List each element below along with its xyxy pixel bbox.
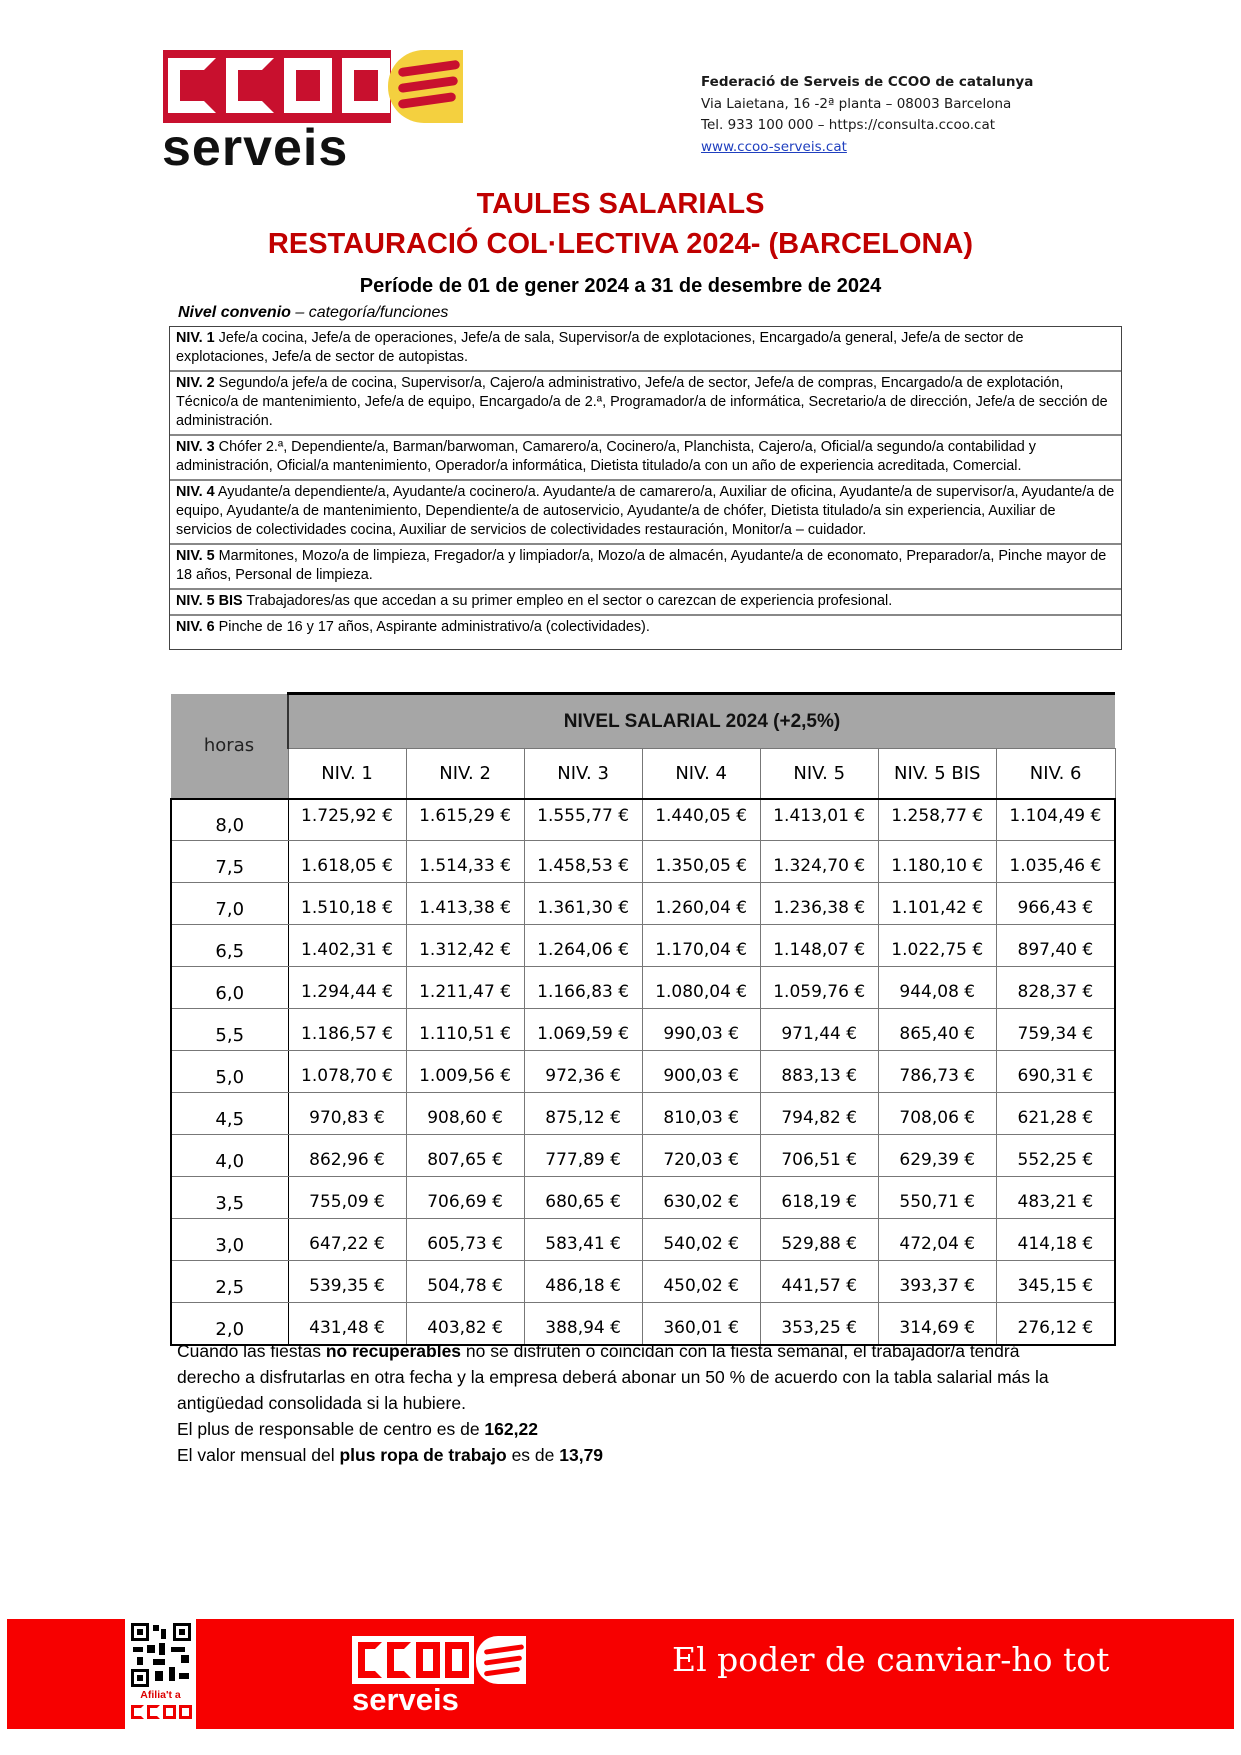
salary-cell: 966,43 € <box>996 883 1115 925</box>
categories-caption <box>178 304 448 322</box>
category-row <box>170 436 1121 481</box>
salary-cell: 706,51 € <box>760 1135 878 1177</box>
hours-cell: 4,5 <box>171 1093 288 1135</box>
salary-cell: 1.186,57 € <box>288 1009 406 1051</box>
salary-cell: 403,82 € <box>406 1303 524 1345</box>
salary-cell: 1.725,92 € <box>288 799 406 841</box>
hours-cell: 8,0 <box>171 799 288 841</box>
salary-cell: 970,83 € <box>288 1093 406 1135</box>
salary-cell: 1.413,38 € <box>406 883 524 925</box>
salary-cell: 875,12 € <box>524 1093 642 1135</box>
table-row <box>171 799 1115 841</box>
salary-cell: 1.260,04 € <box>642 883 760 925</box>
salary-cell: 900,03 € <box>642 1051 760 1093</box>
salary-cell: 552,25 € <box>996 1135 1115 1177</box>
column-header: NIV. 4 <box>642 749 760 799</box>
salary-cell: 472,04 € <box>878 1219 996 1261</box>
note-fiestas: Cuando las fiestas no recuperables no se disfruten o coincidan con la fiesta semanal, el trabajador/a tendrá derecho a disfrutarlas en otra fecha y la empresa deberá abonar un 50 % de acuerdo con la tabla salarial más la antigüedad consolidada si la hubiere. <box>177 1341 1049 1413</box>
category-row <box>170 616 1121 649</box>
salary-cell: 1.236,38 € <box>760 883 878 925</box>
salary-cell: 1.078,70 € <box>288 1051 406 1093</box>
salary-cell: 794,82 € <box>760 1093 878 1135</box>
footer-ccoo-letters <box>358 1642 469 1678</box>
salary-cell: 450,02 € <box>642 1261 760 1303</box>
salary-cell: 605,73 € <box>406 1219 524 1261</box>
logo-letter-c <box>226 58 274 113</box>
address: Via Laietana, 16 -2ª planta – 08003 Barcelona <box>701 95 1012 112</box>
column-header: NIV. 5 BIS <box>878 749 996 799</box>
salary-cell: 1.555,77 € <box>524 799 642 841</box>
salary-cell: 690,31 € <box>996 1051 1115 1093</box>
column-header: NIV. 1 <box>288 749 406 799</box>
salary-cell: 720,03 € <box>642 1135 760 1177</box>
footer-banner <box>7 1619 1234 1729</box>
contact-block <box>701 72 1033 158</box>
category-functions: Trabajadores/as que accedan a su primer empleo en el sector o carezcan de experiencia profesional. <box>242 593 893 609</box>
table-row <box>171 841 1115 883</box>
salary-cell: 1.148,07 € <box>760 925 878 967</box>
category-level: NIV. 5 <box>176 548 215 564</box>
table-row <box>171 1135 1115 1177</box>
salary-cell: 1.080,04 € <box>642 967 760 1009</box>
salary-cell: 777,89 € <box>524 1135 642 1177</box>
salary-cell: 972,36 € <box>524 1051 642 1093</box>
salary-cell: 621,28 € <box>996 1093 1115 1135</box>
salary-cell: 908,60 € <box>406 1093 524 1135</box>
category-row <box>170 372 1121 436</box>
salary-cell: 1.166,83 € <box>524 967 642 1009</box>
salary-cell: 647,22 € <box>288 1219 406 1261</box>
note-plus-responsable: El plus de responsable de centro es de 162,22 <box>177 1419 538 1439</box>
afilia-ccoo-logo <box>131 1705 192 1719</box>
salary-cell: 1.615,29 € <box>406 799 524 841</box>
afilia-text: Afilia't a <box>140 1689 181 1701</box>
hours-cell: 3,5 <box>171 1177 288 1219</box>
column-header: NIV. 3 <box>524 749 642 799</box>
salary-cell: 441,57 € <box>760 1261 878 1303</box>
salary-cell: 483,21 € <box>996 1177 1115 1219</box>
category-level: NIV. 6 <box>176 619 215 635</box>
salary-cell: 1.170,04 € <box>642 925 760 967</box>
salary-cell: 1.110,51 € <box>406 1009 524 1051</box>
hours-cell: 7,5 <box>171 841 288 883</box>
logo-serveis-text: serveis <box>162 119 349 177</box>
table-row <box>171 1009 1115 1051</box>
hours-cell: 3,0 <box>171 1219 288 1261</box>
salary-cell: 1.009,56 € <box>406 1051 524 1093</box>
category-level: NIV. 5 BIS <box>176 593 243 609</box>
salary-cell: 1.104,49 € <box>996 799 1115 841</box>
qr-code-icon[interactable] <box>131 1623 191 1687</box>
category-level: NIV. 3 <box>176 439 215 455</box>
caption-rest: – categoría/funciones <box>290 304 449 321</box>
category-functions: Ayudante/a dependiente/a, Ayudante/a cocinero/a. Ayudante/a de camarero/a, Auxiliar de oficina, Ayudante/a de supervisor/a, Ayudante/a de equipo, Ayudante/a de mantenimiento, Dependiente/a de autoservicio, Ayudante/a de chófer, Dietista titulado/a sin experiencia, Auxiliar de servicios de colectividades cocina, Auxiliar de servicios de colectividades restauración, Monitor/a – cuidador. <box>176 484 1115 538</box>
salary-cell: 807,65 € <box>406 1135 524 1177</box>
salary-cell: 539,35 € <box>288 1261 406 1303</box>
footer-serveis-text: serveis <box>352 1682 459 1717</box>
salary-cell: 1.258,77 € <box>878 799 996 841</box>
category-functions: Pinche de 16 y 17 años, Aspirante administrativo/a (colectividades). <box>214 619 650 635</box>
affiliate-qr-block[interactable] <box>125 1619 196 1729</box>
salary-cell: 1.059,76 € <box>760 967 878 1009</box>
salary-cell: 897,40 € <box>996 925 1115 967</box>
salary-cell: 944,08 € <box>878 967 996 1009</box>
category-level: NIV. 2 <box>176 375 215 391</box>
footer-senyera-icon <box>476 1636 526 1684</box>
hours-cell: 4,0 <box>171 1135 288 1177</box>
salary-cell: 865,40 € <box>878 1009 996 1051</box>
salary-cell: 360,01 € <box>642 1303 760 1345</box>
table-row <box>171 883 1115 925</box>
category-row <box>170 590 1121 616</box>
salary-cell: 755,09 € <box>288 1177 406 1219</box>
salary-cell: 414,18 € <box>996 1219 1115 1261</box>
salary-cell: 486,18 € <box>524 1261 642 1303</box>
salary-cell: 1.312,42 € <box>406 925 524 967</box>
salary-cell: 583,41 € <box>524 1219 642 1261</box>
salary-cell: 1.069,59 € <box>524 1009 642 1051</box>
salary-cell: 1.458,53 € <box>524 841 642 883</box>
category-functions: Chófer 2.ª, Dependiente/a, Barman/barwoman, Camarero/a, Cocinero/a, Planchista, Cajero/a, Oficial/a segundo/a contabilidad y administración, Oficial/a mantenimiento, Operador/a informática, Dietista titulado/a con un año de experiencia acreditada, Comercial. <box>176 439 1036 474</box>
logo-letter-o <box>342 58 390 113</box>
note-plus-ropa: El valor mensual del plus ropa de trabajo es de 13,79 <box>177 1445 604 1465</box>
horas-header: horas <box>171 694 288 799</box>
category-row <box>170 545 1121 590</box>
salary-cell: 786,73 € <box>878 1051 996 1093</box>
salary-cell: 708,06 € <box>878 1093 996 1135</box>
category-functions: Marmitones, Mozo/a de limpieza, Fregador/a y limpiador/a, Mozo/a de almacén, Ayudante/a de economato, Preparador/a, Pinche mayor de 18 años, Personal de limpieza. <box>176 548 1107 583</box>
salary-cell: 431,48 € <box>288 1303 406 1345</box>
hours-cell: 2,5 <box>171 1261 288 1303</box>
salary-cell: 629,39 € <box>878 1135 996 1177</box>
salary-cell: 1.618,05 € <box>288 841 406 883</box>
salary-cell: 529,88 € <box>760 1219 878 1261</box>
org-name: Federació de Serveis de CCOO de catalunya <box>701 74 1034 90</box>
salary-cell: 353,25 € <box>760 1303 878 1345</box>
salary-cell: 862,96 € <box>288 1135 406 1177</box>
categories-table <box>169 326 1122 650</box>
column-header: NIV. 2 <box>406 749 524 799</box>
salary-cell: 393,37 € <box>878 1261 996 1303</box>
slogan: El poder de canviar-ho tot <box>672 1640 1110 1679</box>
column-header: NIV. 5 <box>760 749 878 799</box>
senyera-flag-icon <box>388 50 463 123</box>
salary-cell: 504,78 € <box>406 1261 524 1303</box>
salary-cell: 1.514,33 € <box>406 841 524 883</box>
salary-cell: 810,03 € <box>642 1093 760 1135</box>
doc-subtitle: RESTAURACIÓ COL·LECTIVA 2024- (BARCELONA) <box>267 228 974 260</box>
salary-cell: 618,19 € <box>760 1177 878 1219</box>
salary-cell: 1.180,10 € <box>878 841 996 883</box>
period: Període de 01 de gener 2024 a 31 de desembre de 2024 <box>359 275 882 297</box>
salary-cell: 971,44 € <box>760 1009 878 1051</box>
salary-cell: 388,94 € <box>524 1303 642 1345</box>
category-level: NIV. 1 <box>176 330 215 346</box>
category-functions: Segundo/a jefe/a de cocina, Supervisor/a, Cajero/a administrativo, Jefe/a de sector, Jefe/a de compras, Encargado/a de explotación, Técnico/a de mantenimiento, Jefe/a de equipo, Encargado/a de 2.ª, Programador/a de informática, Secretario/a de dirección, Jefe/a de sección de administración. <box>176 375 1108 429</box>
doc-title: TAULES SALARIALS <box>476 188 765 220</box>
salary-cell: 540,02 € <box>642 1219 760 1261</box>
salary-cell: 1.264,06 € <box>524 925 642 967</box>
website-link[interactable]: www.ccoo-serveis.cat <box>701 138 847 155</box>
table-row <box>171 1261 1115 1303</box>
column-header: NIV. 6 <box>996 749 1115 799</box>
salary-cell: 1.101,42 € <box>878 883 996 925</box>
table-row <box>171 1051 1115 1093</box>
salary-cell: 1.324,70 € <box>760 841 878 883</box>
salary-cell: 1.510,18 € <box>288 883 406 925</box>
table-row <box>171 925 1115 967</box>
salary-cell: 276,12 € <box>996 1303 1115 1345</box>
salary-cell: 883,13 € <box>760 1051 878 1093</box>
salary-cell: 314,69 € <box>878 1303 996 1345</box>
salary-cell: 630,02 € <box>642 1177 760 1219</box>
phone-web: Tel. 933 100 000 – https://consulta.ccoo.cat <box>701 117 996 133</box>
table-row <box>171 1177 1115 1219</box>
category-row <box>170 481 1121 545</box>
salary-cell: 1.035,46 € <box>996 841 1115 883</box>
hours-cell: 5,0 <box>171 1051 288 1093</box>
table-row <box>171 1093 1115 1135</box>
category-row <box>170 327 1121 372</box>
salary-cell: 1.440,05 € <box>642 799 760 841</box>
category-level: NIV. 4 <box>176 484 215 500</box>
hours-cell: 6,5 <box>171 925 288 967</box>
hours-cell: 6,0 <box>171 967 288 1009</box>
salary-table-title: NIVEL SALARIAL 2024 (+2,5%) <box>288 694 1115 749</box>
logo-ccoo-letters <box>168 58 390 113</box>
logo-letter-o <box>284 58 332 113</box>
salary-cell: 550,71 € <box>878 1177 996 1219</box>
salary-cell: 990,03 € <box>642 1009 760 1051</box>
salary-cell: 1.022,75 € <box>878 925 996 967</box>
salary-cell: 1.350,05 € <box>642 841 760 883</box>
notes <box>177 1338 1077 1468</box>
salary-cell: 680,65 € <box>524 1177 642 1219</box>
hours-cell: 2,0 <box>171 1303 288 1345</box>
salary-cell: 1.413,01 € <box>760 799 878 841</box>
salary-table <box>170 692 1116 1346</box>
category-functions: Jefe/a cocina, Jefe/a de operaciones, Jefe/a de sala, Supervisor/a de explotaciones, Encargado/a general, Jefe/a de sector de explotaciones, Jefe/a de sector de autopistas. <box>176 330 1024 365</box>
salary-cell: 1.211,47 € <box>406 967 524 1009</box>
salary-cell: 1.361,30 € <box>524 883 642 925</box>
table-row <box>171 1219 1115 1261</box>
caption-bold: Nivel convenio <box>178 304 291 321</box>
hours-cell: 5,5 <box>171 1009 288 1051</box>
salary-cell: 1.402,31 € <box>288 925 406 967</box>
salary-cell: 759,34 € <box>996 1009 1115 1051</box>
logo-letter-c <box>168 58 216 113</box>
salary-cell: 706,69 € <box>406 1177 524 1219</box>
salary-cell: 1.294,44 € <box>288 967 406 1009</box>
salary-cell: 828,37 € <box>996 967 1115 1009</box>
table-row <box>171 967 1115 1009</box>
salary-cell: 345,15 € <box>996 1261 1115 1303</box>
hours-cell: 7,0 <box>171 883 288 925</box>
